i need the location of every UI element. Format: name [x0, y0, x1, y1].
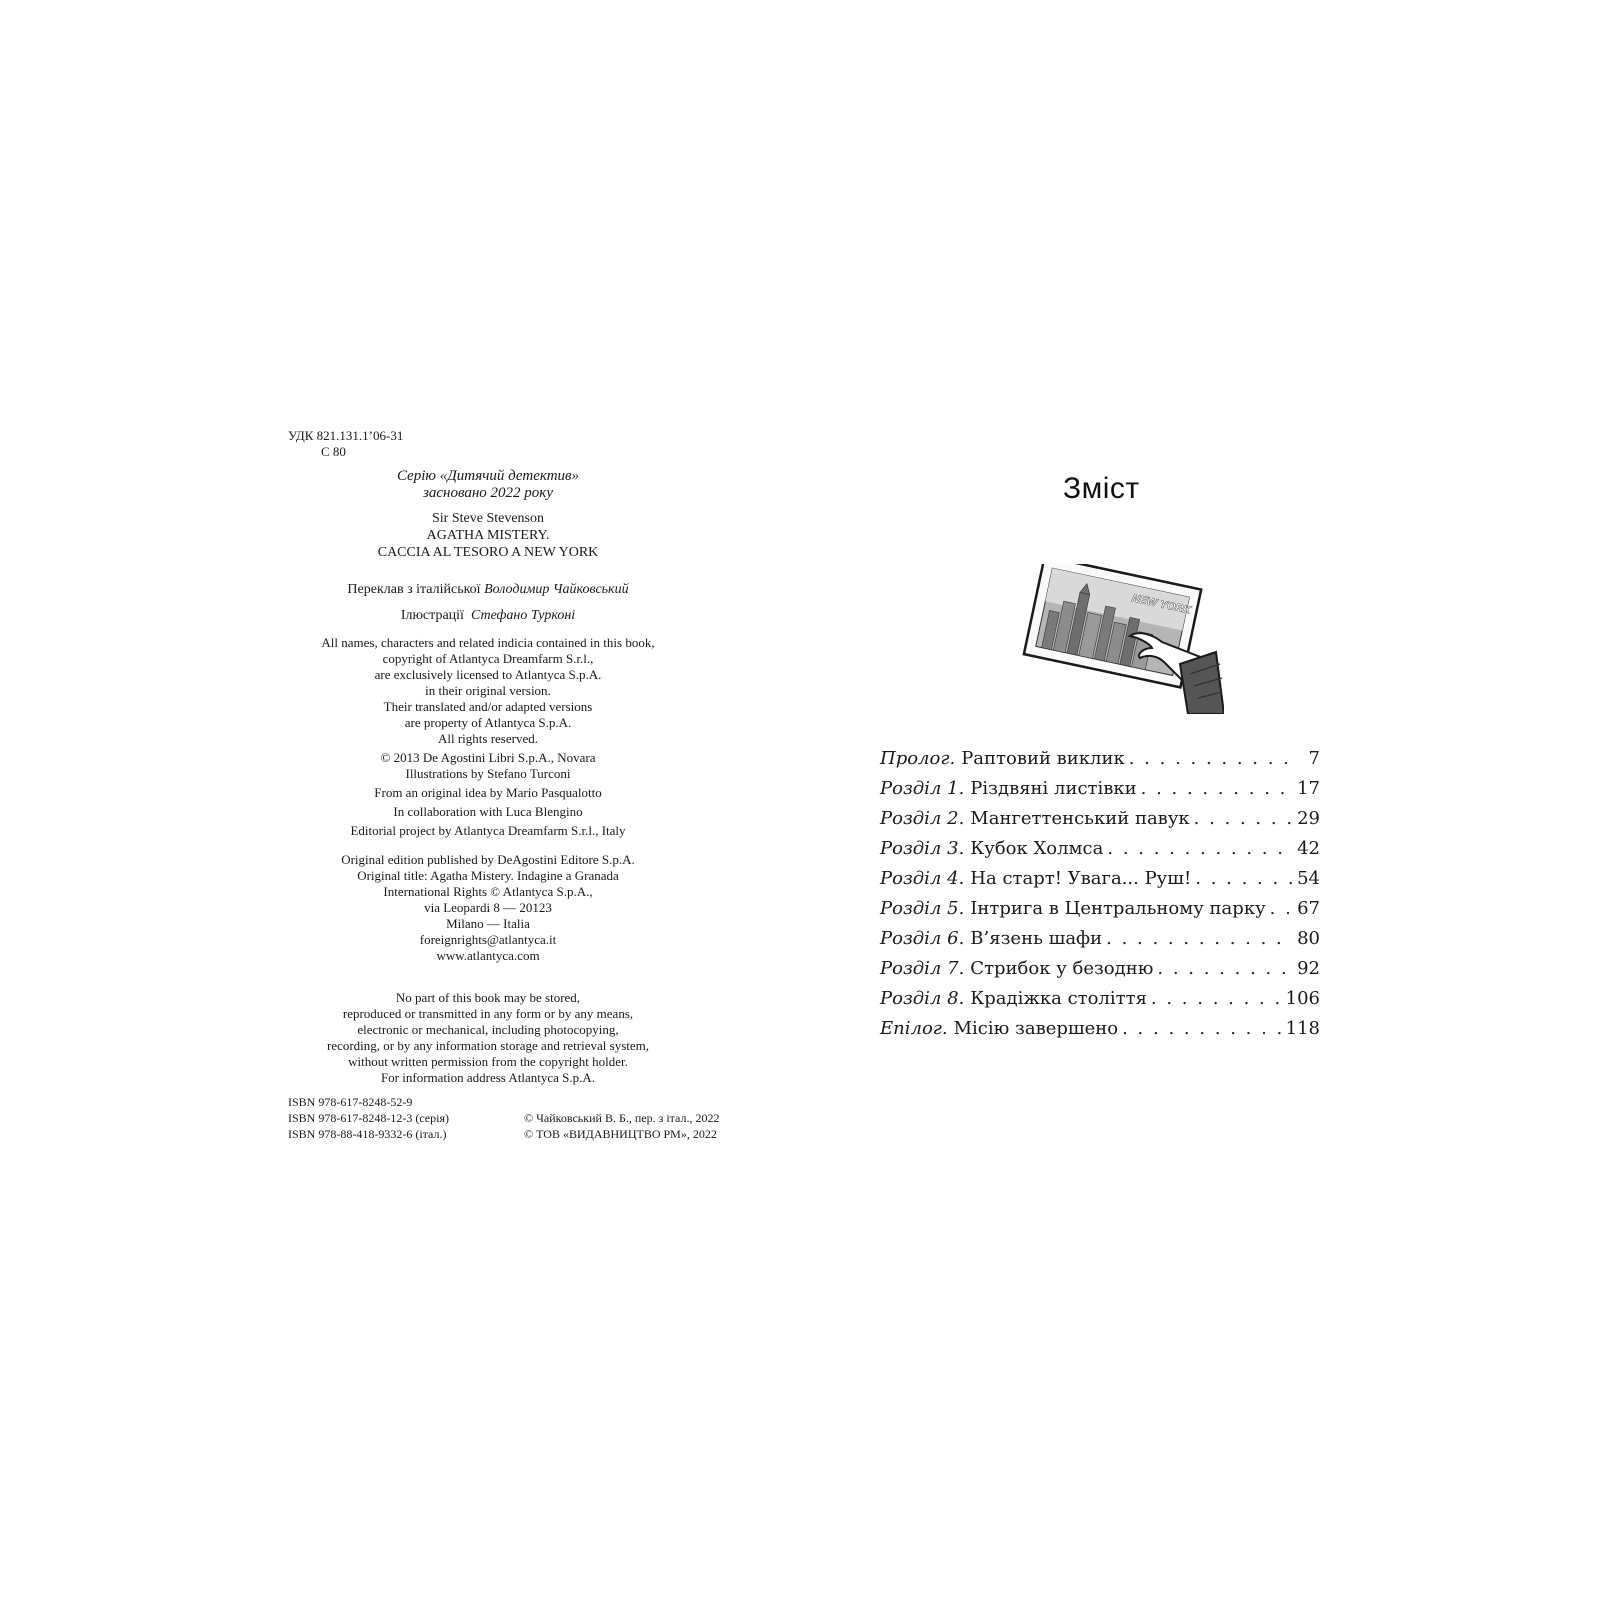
toc-label: Розділ 2.: [880, 808, 965, 829]
toc-page-number: 7: [1308, 748, 1320, 769]
license-line: are exclusively licensed to Atlantyca S.p.A.: [374, 667, 602, 682]
ua-copyright-line: © ТОВ «ВИДАВНИЦТВО РМ», 2022: [524, 1127, 717, 1141]
license-line: Their translated and/or adapted versions: [383, 699, 593, 714]
rights-line: without written permission from the copyright holder.: [348, 1054, 628, 1069]
ua-copyright-line: © Чайковський В. Б., пер. з італ., 2022: [524, 1111, 720, 1125]
toc-entry[interactable]: [880, 808, 1320, 838]
toc-leader: [1106, 928, 1292, 949]
toc-entry[interactable]: [880, 868, 1320, 898]
toc-label: Епілог.: [880, 1018, 948, 1039]
toc-chapter-title: Місію завершено: [953, 1018, 1119, 1039]
toc-list: [880, 748, 1320, 1048]
license-notice: [288, 635, 688, 747]
toc-entry[interactable]: [880, 928, 1320, 958]
rights-line: recording, or by any information storage and retrieval system,: [326, 1038, 649, 1053]
isbn-line: ISBN 978-617-8248-12-3 (серія): [288, 1111, 449, 1125]
rights-line: reproduced or transmitted in any form or by any means,: [342, 1006, 634, 1021]
isbn-line: ISBN 978-88-418-9332-6 (італ.): [288, 1127, 447, 1141]
toc-page-number: 54: [1297, 868, 1320, 889]
illustrator-line: [288, 608, 688, 624]
rights-line: For information address Atlantyca S.p.A.: [380, 1070, 596, 1085]
series-line: Серію «Дитячий детектив»: [396, 468, 580, 484]
postcard-hand-illustration: [1012, 564, 1224, 714]
toc-label: Розділ 8.: [880, 988, 965, 1009]
toc-chapter-title: Крадіжка століття: [970, 988, 1147, 1009]
original-subtitle: CACCIA AL TESORO A NEW YORK: [377, 545, 599, 560]
edition-line: Original title: Agatha Mistery. Indagine a Granada: [357, 868, 619, 883]
copyright-line: Editorial project by Atlantyca Dreamfarm S.r.l., Italy: [350, 823, 626, 838]
toc-page-number: 92: [1297, 958, 1320, 979]
toc-leader: [1107, 838, 1292, 859]
toc-label: Розділ 1.: [880, 778, 965, 799]
license-line: All rights reserved.: [437, 731, 538, 746]
edition-line: International Rights © Atlantyca S.p.A.,: [383, 884, 593, 899]
author-mark: С 80: [321, 444, 346, 459]
toc-page-number: 42: [1297, 838, 1320, 859]
toc-leader: [1194, 808, 1292, 829]
isbn-list: [288, 1094, 449, 1142]
toc-entry[interactable]: [880, 988, 1320, 1018]
edition-line: Milano — Italia: [446, 916, 530, 931]
isbn-line: ISBN 978-617-8248-52-9: [288, 1095, 413, 1109]
toc-page-number: 29: [1297, 808, 1320, 829]
toc-leader: [1122, 1018, 1282, 1039]
toc-leader: [1195, 868, 1292, 889]
toc-entry[interactable]: [880, 1018, 1320, 1048]
toc-label: Розділ 7.: [880, 958, 965, 979]
rights-line: No part of this book may be stored,: [395, 990, 581, 1005]
copyright-line: From an original idea by Mario Pasqualotto: [374, 785, 602, 800]
toc-label: Розділ 3.: [880, 838, 965, 859]
license-line: All names, characters and related indicia contained in this book,: [321, 635, 655, 650]
edition-line: Original edition published by DeAgostini Editore S.p.A.: [341, 852, 635, 867]
toc-chapter-title: Раптовий виклик: [961, 748, 1125, 769]
copyright-line: © 2013 De Agostini Libri S.p.A., Novara: [380, 750, 596, 765]
ua-copyright-list: [524, 1110, 719, 1142]
toc-page-number: 80: [1297, 928, 1320, 949]
toc-chapter-title: Кубок Холмса: [970, 838, 1104, 859]
toc-chapter-title: В’язень шафи: [970, 928, 1103, 949]
toc-page-number: 67: [1297, 898, 1320, 919]
toc-leader: [1157, 958, 1292, 979]
toc-label: Розділ 4.: [880, 868, 965, 889]
copyright-notice: [288, 750, 688, 839]
toc-leader: [1151, 988, 1282, 1009]
series-line: засновано 2022 року: [423, 485, 553, 501]
translation-label: Переклав з італійської: [347, 582, 481, 597]
license-line: in their original version.: [425, 683, 551, 698]
toc-entry[interactable]: [880, 898, 1320, 928]
toc-label: Розділ 5.: [880, 898, 965, 919]
toc-page-number: 106: [1285, 988, 1320, 1009]
toc-leader: [1270, 898, 1292, 919]
toc-chapter-title: Інтрига в Центральному парку: [970, 898, 1266, 919]
toc-chapter-title: Стрибок у безодню: [970, 958, 1154, 979]
illustrations-label: Ілюстрації: [400, 608, 464, 623]
original-edition-notice: [288, 852, 688, 964]
toc-entry[interactable]: [880, 748, 1320, 778]
credits-block: [288, 582, 688, 634]
toc-page-number: 118: [1285, 1018, 1320, 1039]
translator-line: [288, 582, 688, 598]
translator-name: Володимир Чайковський: [484, 582, 629, 597]
copyright-line: In collaboration with Luca Blengino: [393, 804, 583, 819]
copyright-line: Illustrations by Stefano Turconi: [405, 766, 571, 781]
rights-notice: [288, 990, 688, 1086]
illustrator-name: Стефано Турконі: [470, 608, 576, 623]
toc-page-number: 17: [1297, 778, 1320, 799]
series-note: [288, 468, 688, 502]
rights-line: electronic or mechanical, including photocopying,: [357, 1022, 619, 1037]
udk-block: [288, 428, 403, 460]
original-title-block: [288, 510, 688, 561]
toc-chapter-title: Мангеттенський павук: [970, 808, 1190, 829]
postcard-sign: NEW YORK: [1130, 592, 1193, 617]
toc-leader: [1141, 778, 1292, 799]
edition-line: via Leopardi 8 — 20123: [424, 900, 552, 915]
edition-line: www.atlantyca.com: [436, 948, 540, 963]
edition-line: foreignrights@atlantyca.it: [419, 932, 557, 947]
toc-chapter-title: Різдвяні листівки: [970, 778, 1137, 799]
toc-entry[interactable]: [880, 778, 1320, 808]
original-title: AGATHA MISTERY.: [426, 528, 550, 543]
toc-label: Розділ 6.: [880, 928, 965, 949]
original-author: Sir Steve Stevenson: [432, 511, 544, 526]
toc-entry[interactable]: [880, 838, 1320, 868]
toc-chapter-title: На старт! Увага... Руш!: [970, 868, 1192, 889]
toc-leader: [1129, 748, 1292, 769]
toc-title: Зміст: [1063, 472, 1140, 505]
toc-label: Пролог.: [880, 748, 956, 769]
license-line: are property of Atlantyca S.p.A.: [404, 715, 572, 730]
license-line: copyright of Atlantyca Dreamfarm S.r.l.,: [382, 651, 594, 666]
toc-entry[interactable]: [880, 958, 1320, 988]
udk-code: УДК 821.131.1’06-31: [288, 428, 404, 443]
